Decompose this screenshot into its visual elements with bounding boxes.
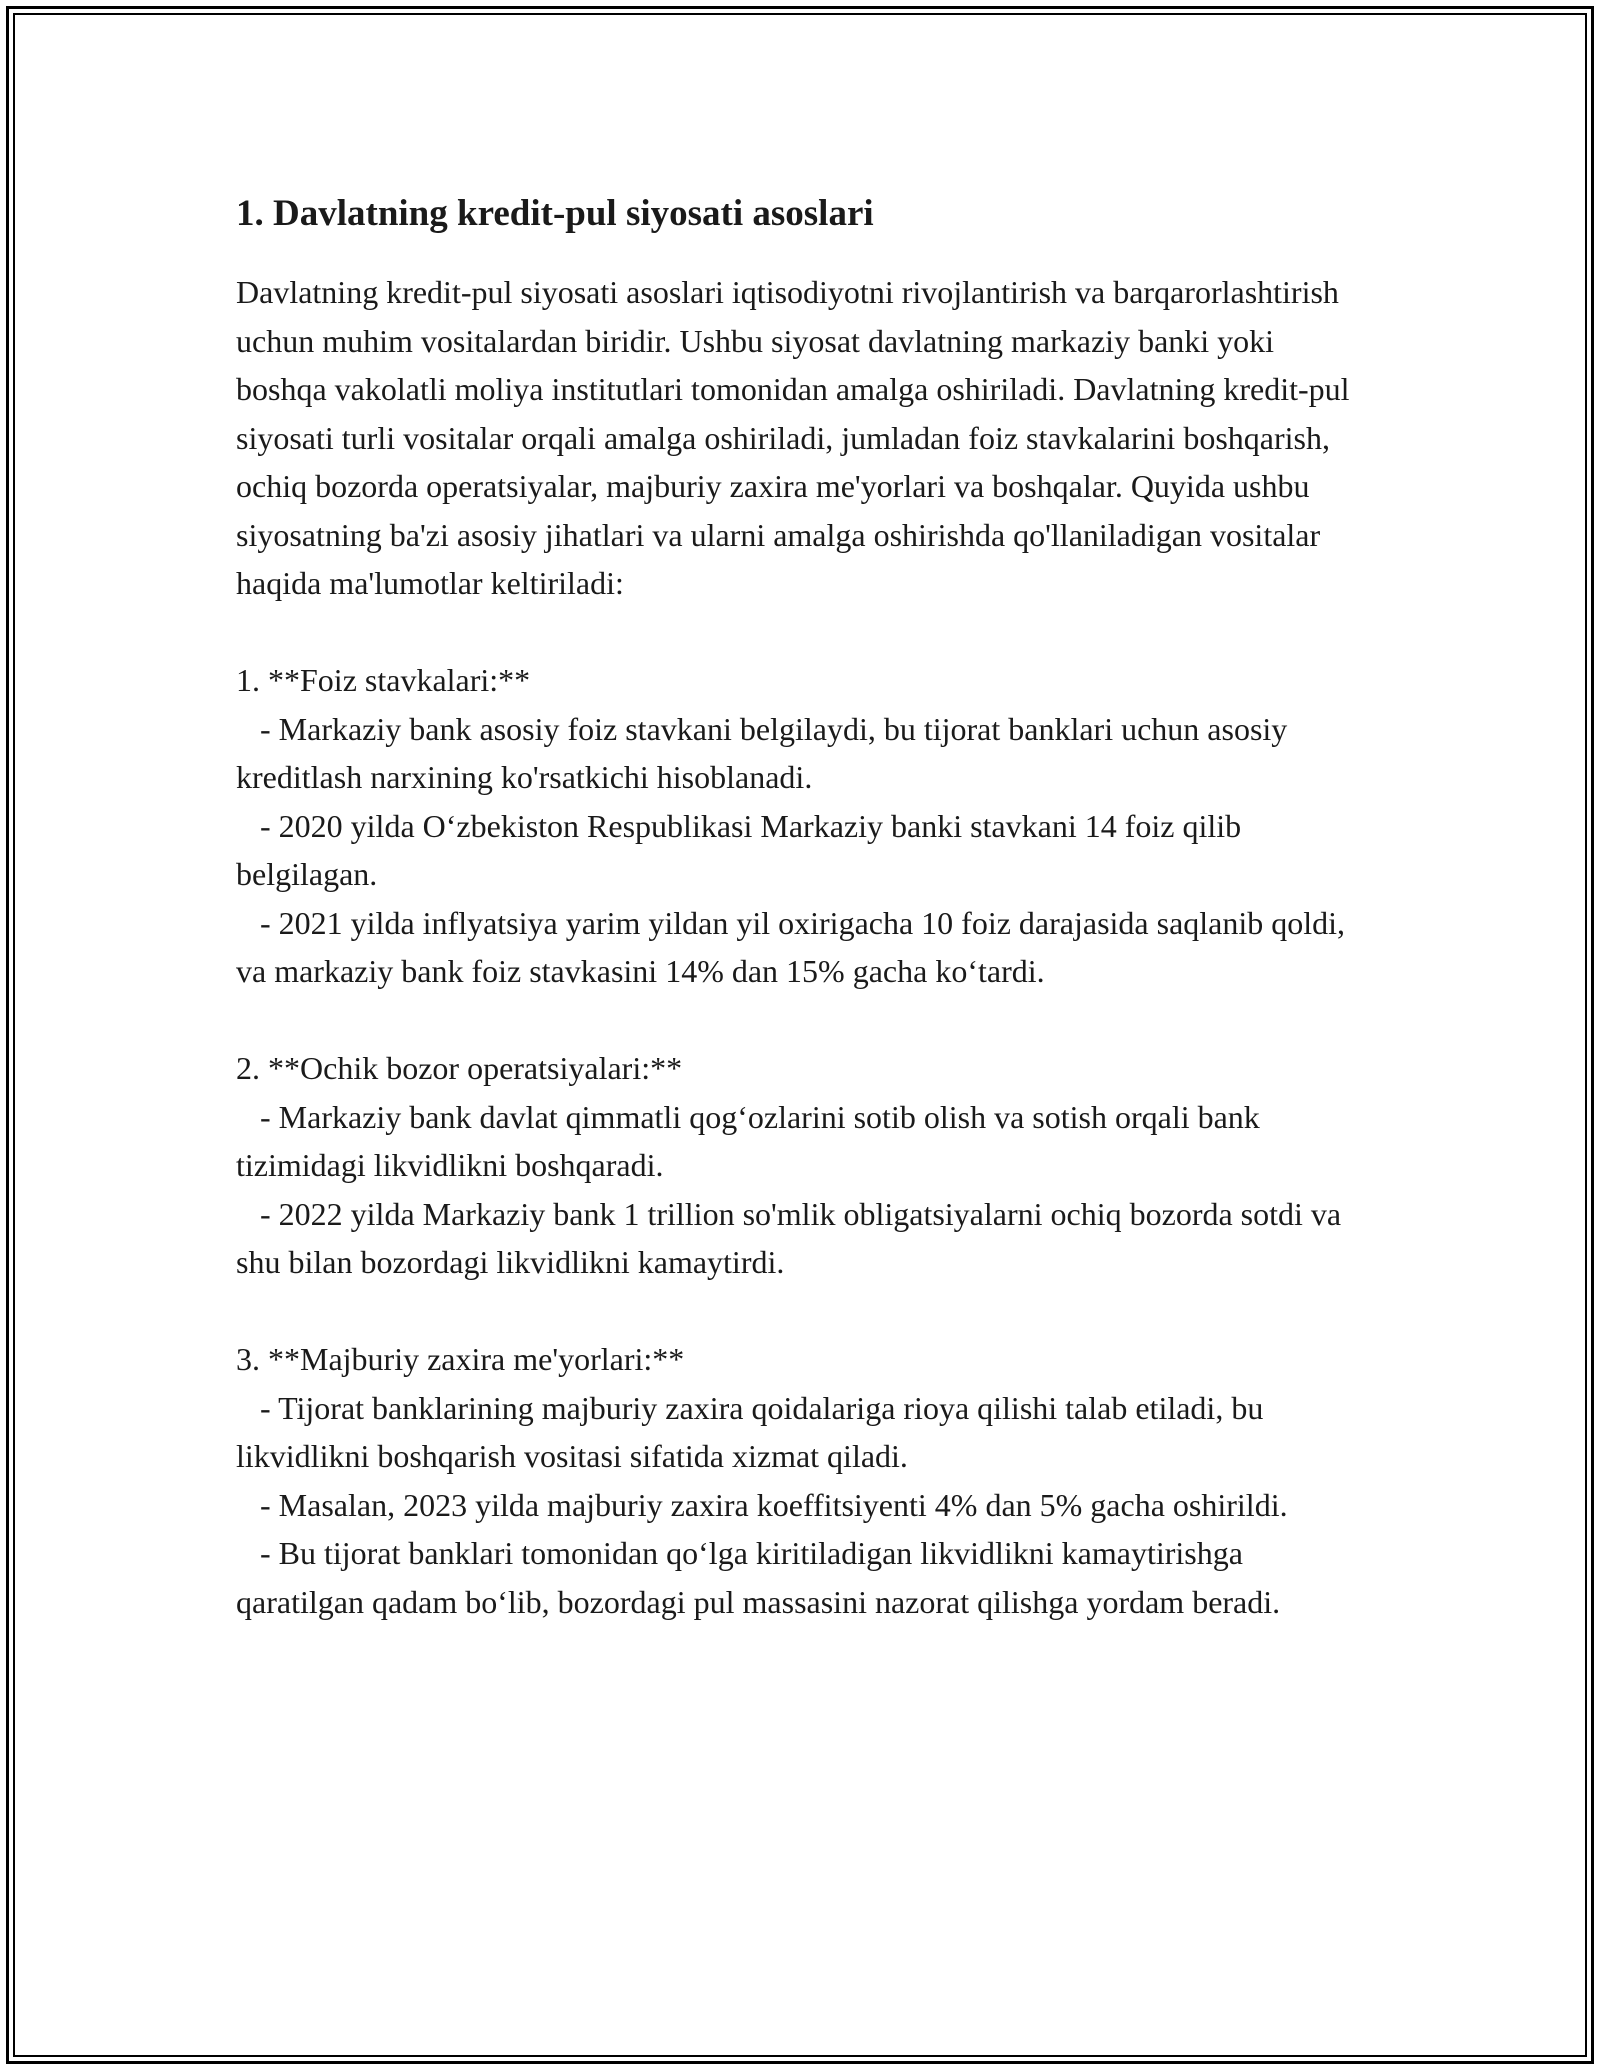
intro-paragraph: Davlatning kredit-pul siyosati asoslari iqtisodiyotni rivojlantirish va barqarorlashtirish uchun muhim vositalardan biridir. Ushbu siyosat davlatning markaziy banki yoki boshqa vakolatli moliya institutlari tomonidan amalga oshiriladi. Davlatning kredit-pul siyosati turli vositalar orqali amalga oshiriladi, jumladan foiz stavkalarini boshqarish, ochiq bozorda operatsiyalar, majburiy zaxira me'yorlari va boshqalar. Quyida ushbu siyosatning ba'zi asosiy jihatlari va ularni amalga oshirishda qo'llaniladigan vositalar haqida ma'lumotlar keltiriladi: bbox=[236, 274, 1358, 601]
document-heading: 1. Davlatning kredit-pul siyosati asoslari bbox=[236, 193, 874, 234]
document-text bbox=[236, 268, 1356, 1626]
section-item: - Tijorat banklarining majburiy zaxira qoidalariga rioya qilishi talab etiladi, bu likvidlikni boshqarish vositasi sifatida xizmat qiladi. bbox=[236, 1389, 1272, 1474]
section-title: 2. **Ochik bozor operatsiyalari:** bbox=[236, 1050, 683, 1086]
section-item: - Markaziy bank asosiy foiz stavkani belgilaydi, bu tijorat banklari uchun asosiy kreditlash narxining ko'rsatkichi hisoblanadi. bbox=[236, 710, 1296, 795]
section-item: - Markaziy bank davlat qimmatli qog‘ozlarini sotib olish va sotish orqali bank tizimidagi likvidlikni boshqaradi. bbox=[236, 1098, 1268, 1183]
document-body bbox=[236, 186, 1356, 1626]
section-item: - 2020 yilda O‘zbekiston Respublikasi Markaziy banki stavkani 14 foiz qilib belgilagan. bbox=[236, 807, 1250, 892]
section-item: - 2022 yilda Markaziy bank 1 trillion so'mlik obligatsiyalarni ochiq bozorda sotdi va shu bilan bozordagi likvidlikni kamaytirdi. bbox=[236, 1195, 1350, 1280]
section-item: - 2021 yilda inflyatsiya yarim yildan yil oxirigacha 10 foiz darajasida saqlanib qoldi, va markaziy bank foiz stavkasini 14% dan 15% gacha ko‘tardi. bbox=[236, 904, 1354, 989]
section-title: 3. **Majburiy zaxira me'yorlari:** bbox=[236, 1341, 685, 1377]
section-item: - Bu tijorat banklari tomonidan qo‘lga kiritiladigan likvidlikni kamaytirishga qaratilgan qadam bo‘lib, bozordagi pul massasini nazorat qilishga yordam beradi. bbox=[236, 1535, 1281, 1620]
section-title: 1. **Foiz stavkalari:** bbox=[236, 662, 531, 698]
section-item: - Masalan, 2023 yilda majburiy zaxira koeffitsiyenti 4% dan 5% gacha oshirildi. bbox=[236, 1486, 1288, 1523]
